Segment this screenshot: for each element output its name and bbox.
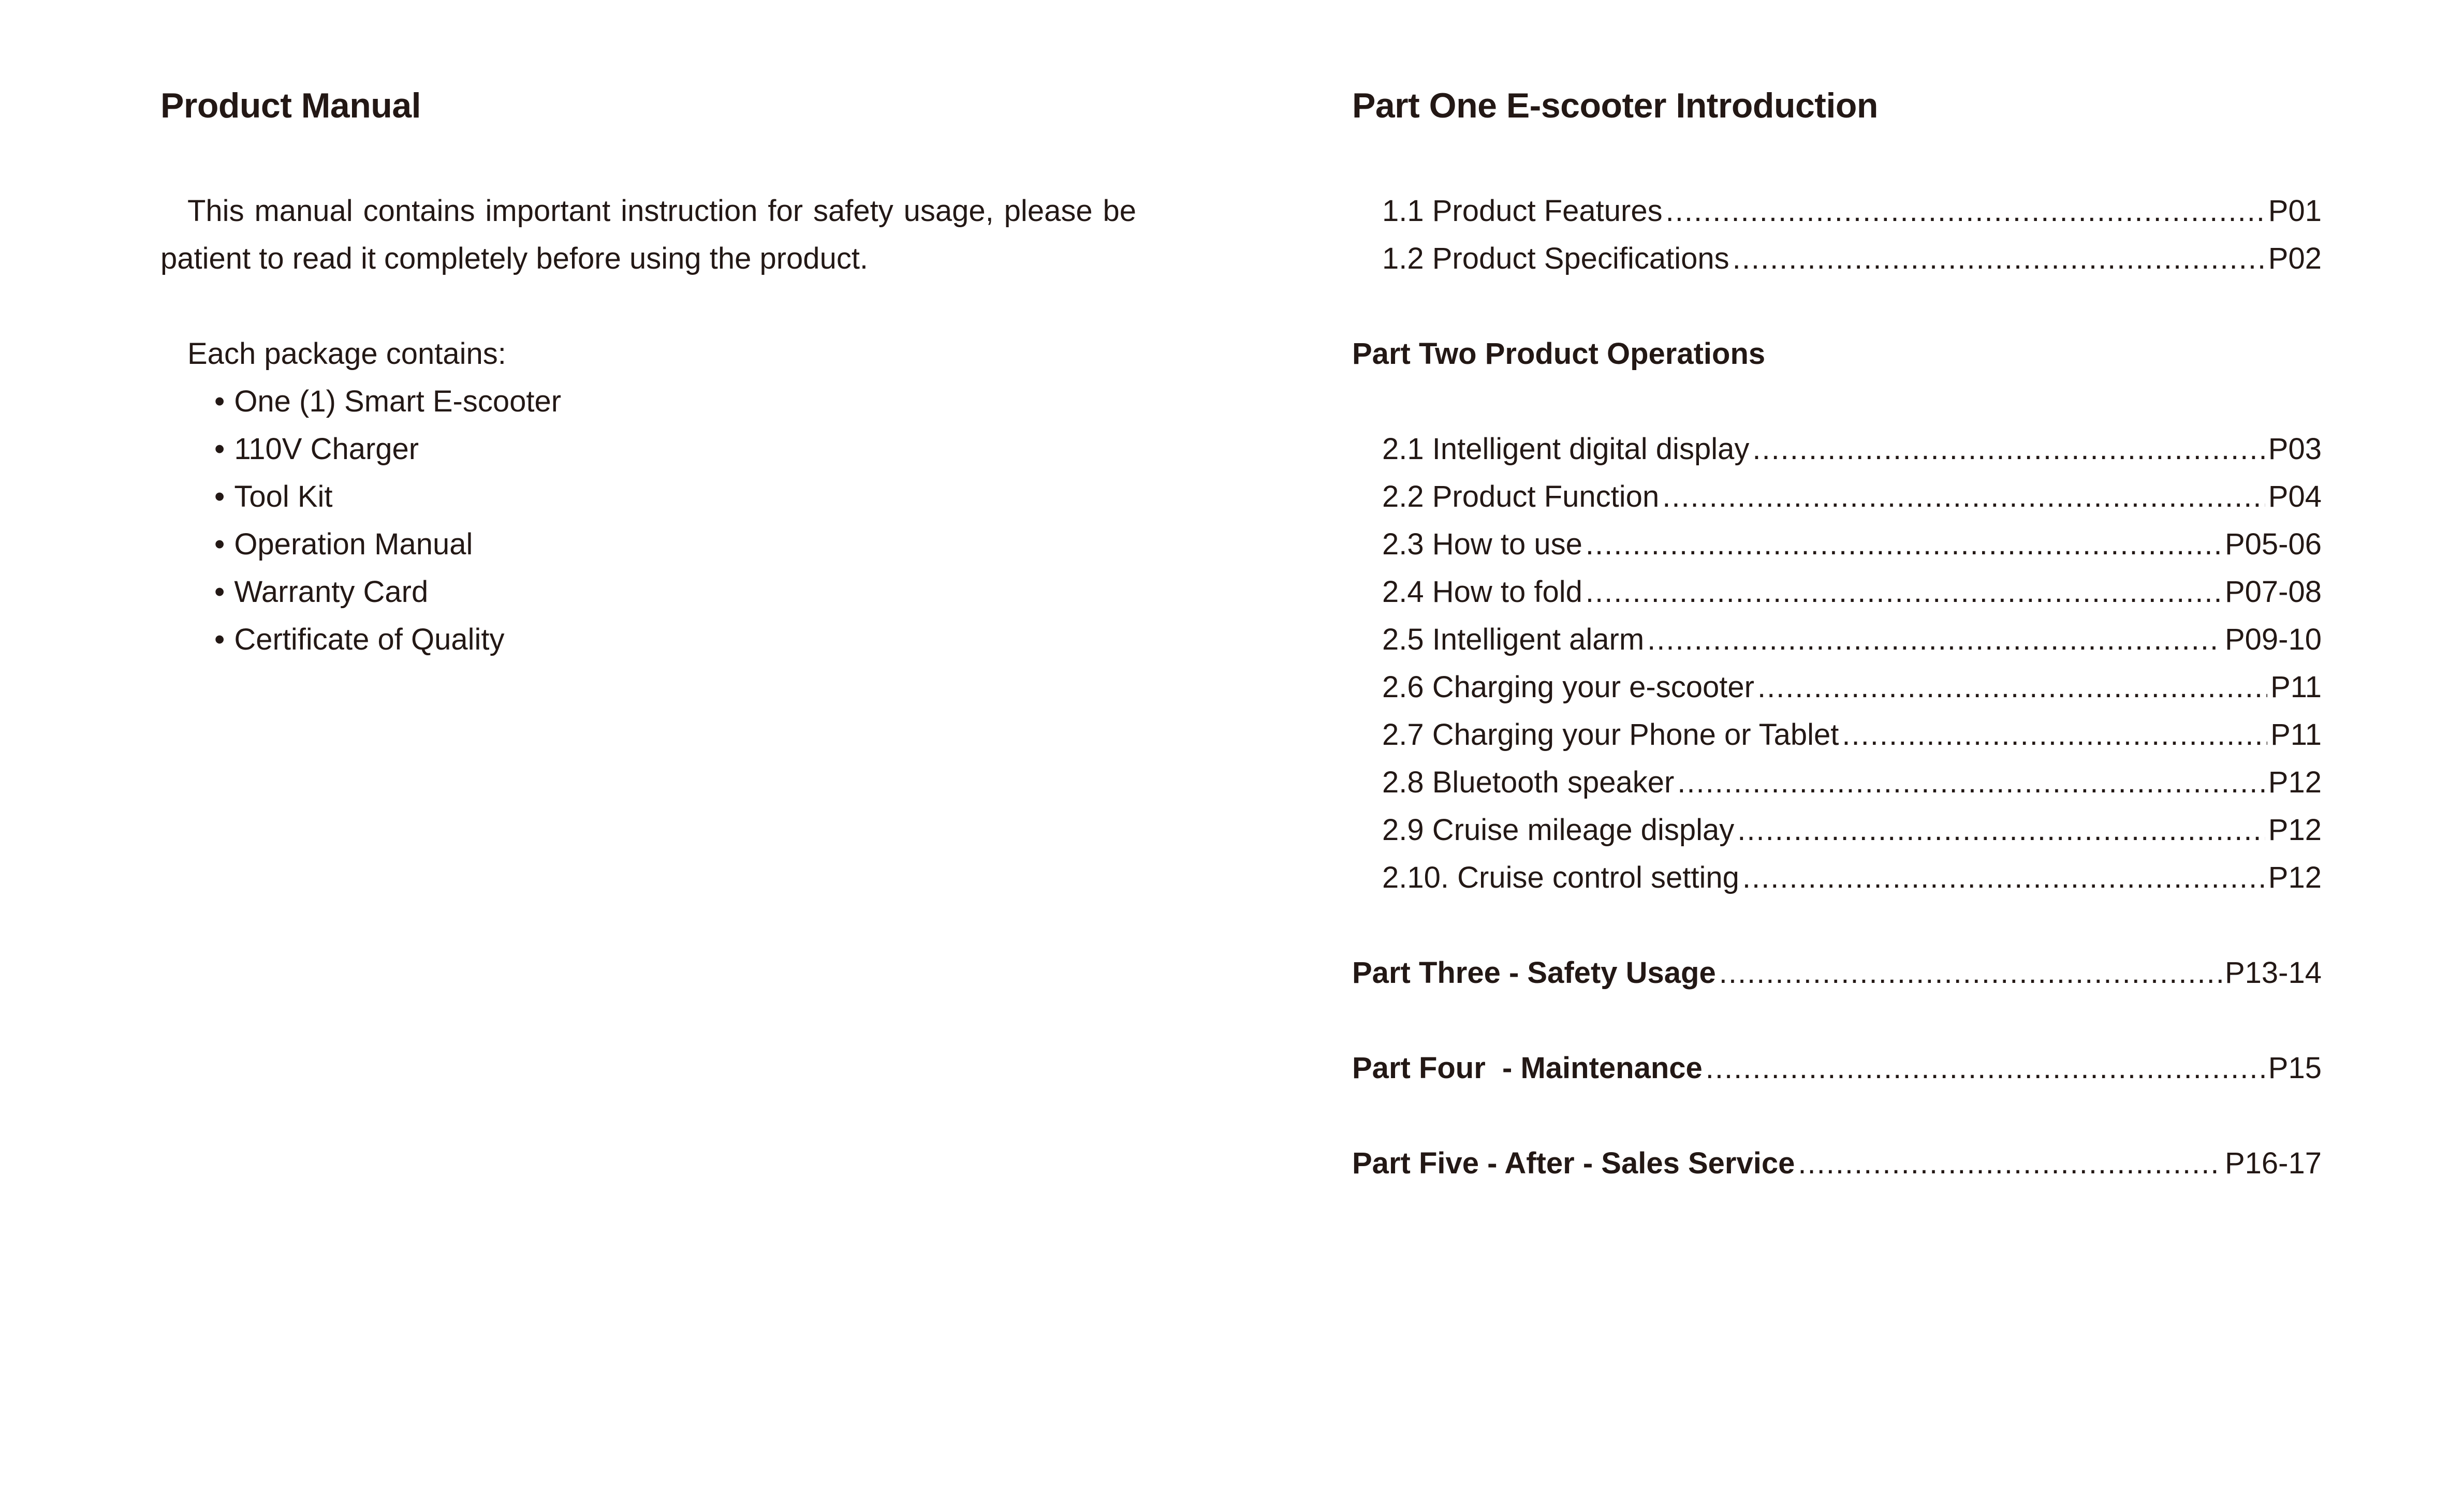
toc-leader-dots [1662, 473, 2265, 521]
list-item: • Certificate of Quality [214, 616, 561, 664]
toc-entry-label: 2.5 Intelligent alarm [1382, 623, 1645, 656]
toc-entry [1382, 854, 2322, 902]
toc-entry-part-five [1352, 1140, 2322, 1187]
toc-entry [1382, 759, 2322, 806]
toc-entry-label: 1.2 Product Specifications [1382, 242, 1729, 275]
toc-entry [1382, 806, 2322, 854]
list-item: • Operation Manual [214, 521, 561, 568]
toc-entry-page: P15 [2268, 1051, 2322, 1085]
toc-leader-dots [1798, 1140, 2222, 1187]
list-item: • 110V Charger [214, 425, 561, 473]
toc-entry [1382, 473, 2322, 521]
list-item: • One (1) Smart E-scooter [214, 378, 561, 425]
toc-entry [1382, 616, 2322, 664]
toc-leader-dots [1719, 949, 2222, 997]
toc-entry [1382, 425, 2322, 473]
toc-entry-page: P12 [2268, 766, 2322, 799]
page-title: Product Manual [160, 86, 421, 125]
left-page [160, 0, 1136, 1501]
toc-entry-label: 2.7 Charging your Phone or Tablet [1382, 718, 1839, 752]
toc-entry-label: 2.8 Bluetooth speaker [1382, 766, 1675, 799]
package-contents-heading: Each package contains: [187, 337, 506, 371]
toc-leader-dots [1842, 711, 2267, 759]
toc-entry-page: P11 [2270, 670, 2322, 704]
toc-entry-part-three [1352, 949, 2322, 997]
toc-entry-part-four [1352, 1044, 2322, 1092]
package-contents-list [214, 378, 561, 664]
toc-entry-label: 2.9 Cruise mileage display [1382, 813, 1735, 847]
toc-entry [1382, 187, 2322, 235]
toc-entry [1382, 664, 2322, 711]
toc-leader-dots [1586, 521, 2222, 568]
toc-entry [1382, 711, 2322, 759]
toc-entry-page: P09-10 [2224, 623, 2322, 656]
list-item: • Warranty Card [214, 568, 561, 616]
toc-leader-dots [1742, 854, 2265, 902]
toc-leader-dots [1706, 1044, 2265, 1092]
toc-leader-dots [1757, 664, 2267, 711]
toc-leader-dots [1737, 806, 2265, 854]
right-page [1352, 0, 2322, 1501]
intro-paragraph: This manual contains important instruction for safety usage, please be patient to read it completely before using the product. [160, 194, 1136, 275]
toc-entry-page: P07-08 [2224, 575, 2322, 609]
toc-entry-label: 2.3 How to use [1382, 527, 1582, 561]
toc-entry-label: 2.10. Cruise control setting [1382, 861, 1739, 894]
toc-leader-dots [1586, 568, 2222, 616]
toc-entry-page: P16-17 [2224, 1146, 2322, 1180]
toc-entry-page: P12 [2268, 861, 2322, 894]
list-item: • Tool Kit [214, 473, 561, 521]
toc-entry-page: P11 [2270, 718, 2322, 752]
toc-entry-page: P05-06 [2224, 527, 2322, 561]
toc-entry-label: 2.6 Charging your e-scooter [1382, 670, 1754, 704]
toc-entry-page: P12 [2268, 813, 2322, 847]
toc-entry [1382, 568, 2322, 616]
toc-entry-page: P01 [2268, 194, 2322, 228]
toc-leader-dots [1733, 235, 2265, 283]
toc-entry-label: Part Four - Maintenance [1352, 1051, 1703, 1085]
toc-entry-page: P03 [2268, 432, 2322, 466]
toc-entry-page: P02 [2268, 242, 2322, 275]
toc-title: Part One E-scooter Introduction [1352, 86, 1878, 125]
toc-entry-label: Part Five - After - Sales Service [1352, 1146, 1795, 1180]
toc-leader-dots [1647, 616, 2222, 664]
toc-entry-label: 1.1 Product Features [1382, 194, 1663, 228]
toc-entry [1382, 235, 2322, 283]
toc-leader-dots [1752, 425, 2265, 473]
toc-entry-page: P04 [2268, 480, 2322, 513]
toc-entry-label: 2.2 Product Function [1382, 480, 1660, 513]
toc-entry-label: 2.1 Intelligent digital display [1382, 432, 1750, 466]
toc-leader-dots [1666, 187, 2265, 235]
section-heading: Part Two Product Operations [1352, 337, 1766, 371]
toc-entry-label: Part Three - Safety Usage [1352, 956, 1716, 990]
toc-entry-page: P13-14 [2224, 956, 2322, 990]
toc-entry [1382, 521, 2322, 568]
toc-entry-label: 2.4 How to fold [1382, 575, 1582, 609]
toc-leader-dots [1677, 759, 2265, 806]
